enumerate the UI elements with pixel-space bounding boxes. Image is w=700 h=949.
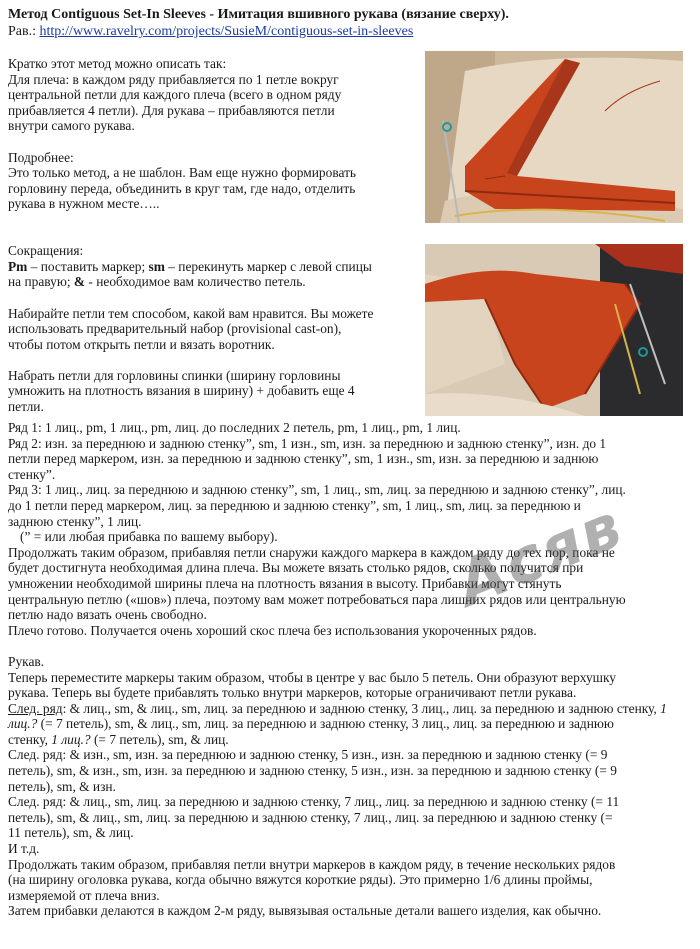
sleeve-row-text: стенку, xyxy=(8,731,52,747)
detail-line: рукава в нужном месте….. xyxy=(8,196,160,212)
brief-line: внутри самого рукава. xyxy=(8,118,135,134)
sleeve-intro-line: рукава. Теперь вы будете прибавлять только внутри маркеров, которые ограничивают петли рукава. xyxy=(8,685,577,701)
spacer xyxy=(8,212,416,228)
neck-line: петли. xyxy=(8,399,44,415)
sleeve-continue-line: измеряемой от плеча вниз. xyxy=(8,887,160,903)
shoulder-line: умножении необходимой ширины плеча на плотность вязания в высоту. Прибавки могут стянуть xyxy=(8,575,562,591)
sleeve-row-line: петель), sm, & лиц., sm, лиц. за переднюю и заднюю стенку, 7 лиц., лиц. за переднюю и заднюю стенку (= xyxy=(8,809,613,825)
wide-column xyxy=(8,420,692,919)
neck-line: Набрать петли для горловины спинки (ширину горловины xyxy=(8,367,341,383)
detail-line: Подробнее: xyxy=(8,149,74,165)
sleeve-continue-line: (на ширину оголовка рукава, когда обычно вяжутся короткие ряды). Это примерно 1/6 длины проймы, xyxy=(8,872,593,888)
shoulder-line: Плечо готово. Получается очень хороший скос плеча без использования укороченных рядов. xyxy=(8,622,537,638)
sleeve-continue-line: Затем прибавки делаются в каждом 2-м ряду, вывязывая остальные детали вашего изделия, как обычно. xyxy=(8,903,602,919)
sleeve-row-line xyxy=(8,716,692,732)
abbreviations-heading: Сокращения: xyxy=(8,243,84,259)
brief-line: центральной петли для каждого плеча (всего в одном ряду xyxy=(8,87,342,103)
abbreviation-line xyxy=(8,274,416,290)
spacer xyxy=(8,638,692,654)
spacer xyxy=(8,352,416,368)
sleeve-photo xyxy=(425,244,683,416)
abbr-pm: Pm xyxy=(8,258,28,274)
shoulder-photo xyxy=(425,51,683,223)
sleeve-continue-line: Продолжать таким образом, прибавляя петли внутри маркеров в каждом ряду, в течение нескольких рядов xyxy=(8,856,616,872)
brief-line: Кратко этот метод можно описать так: xyxy=(8,56,227,71)
sleeve-row-line: След. ряд: & изн., sm, изн. за переднюю и заднюю стенку, 5 изн., изн. за переднюю и заднюю стенку (= 9 xyxy=(8,747,608,763)
narrow-column xyxy=(8,56,416,415)
shoulder-line: будет достигнута необходимая длина плеча. Вы можете вязать столько рядов, сколько получится при xyxy=(8,560,584,576)
detail-line: горловину переда, объединить в круг там, где надо, отделить xyxy=(8,180,356,196)
row-line: петли перед маркером, изн. за переднюю и заднюю стенку”, sm, 1 изн., sm, изн. за переднюю и заднюю xyxy=(8,451,599,467)
row-line: заднюю стенку”, 1 лиц. xyxy=(8,513,142,529)
spacer xyxy=(8,134,416,150)
ravelry-link[interactable]: http://www.ravelry.com/projects/SusieM/contiguous-set-in-sleeves xyxy=(39,24,414,39)
neck-line: умножить на плотность вязания в ширину) + добавить еще 4 xyxy=(8,383,355,399)
row-line: Ряд 3: 1 лиц., лиц. за переднюю и заднюю стенку”, sm, 1 лиц., sm, лиц. за переднюю и заднюю стенку”, лиц. xyxy=(8,482,626,498)
watermark: Асяв xyxy=(446,488,634,621)
sleeve-row-line: петель), sm, & изн. xyxy=(8,778,116,794)
sleeve-intro-line: Теперь переместите маркеры таким образом, чтобы в центре у вас было 5 петель. Они образуют верхушку xyxy=(8,669,616,685)
abbr-text: – поставить маркер; xyxy=(27,258,149,274)
abbr-sm: sm xyxy=(148,258,165,274)
sleeve-row-italic: лиц.? xyxy=(8,716,38,732)
shoulder-line: Продолжать таким образом, прибавляя петли снаружи каждого маркера в каждом ряду до тех пор, пока не xyxy=(8,544,615,560)
spacer xyxy=(8,228,416,244)
abbr-text: на правую; xyxy=(8,274,74,290)
abbr-text: – перекинуть маркер с левой спицы xyxy=(164,258,372,274)
shoulder-line: петлю надо вязать очень свободно. xyxy=(8,607,207,623)
row-line: до 1 петли перед маркером, лиц. за переднюю и заднюю стенку”, sm, 1 лиц., sm, лиц. за переднюю и xyxy=(8,497,581,513)
sleeve-row-italic: 1 лиц.? xyxy=(51,731,91,747)
shoulder-line: центральную петлю («шов») плеча, поэтому вам может потребоваться пара лишних рядов или центральную xyxy=(8,591,626,607)
row-line: стенку”. xyxy=(8,466,56,482)
reference-label: Рав.: xyxy=(8,24,36,39)
abbreviation-line xyxy=(8,259,416,275)
cast-on-line: чтобы потом открыть петли и вязать воротник. xyxy=(8,336,275,352)
sleeve-heading: Рукав. xyxy=(8,653,45,669)
sleeve-row-line: След. ряд: & лиц., sm, лиц. за переднюю и заднюю стенку, 7 лиц., лиц. за переднюю и заднюю стенку (= 11 xyxy=(8,794,620,810)
sleeve-row-text: (= 7 петель), sm, & лиц. xyxy=(90,731,229,747)
sleeve-row-italic: 1 xyxy=(660,700,667,716)
sleeve-row-line: петель), sm, & изн., sm, изн. за переднюю и заднюю стенку, 5 изн., изн. за переднюю и заднюю стенку (= 9 xyxy=(8,763,617,779)
brief-line: Для плеча: в каждом ряду прибавляется по 1 петле вокруг xyxy=(8,71,339,87)
cast-on-line: использовать предварительный набор (provisional cast-on), xyxy=(8,321,342,337)
sleeve-row-text: (= 7 петель), sm, & лиц., sm, лиц. за переднюю и заднюю стенку, 3 лиц., лиц. за переднюю и заднюю xyxy=(37,716,614,732)
sleeve-row-line: 11 петель), sm, & лиц. xyxy=(8,825,134,841)
abbr-text: - необходимое вам количество петель. xyxy=(85,274,306,290)
sleeve-row-line xyxy=(8,701,692,717)
shoulder-photo-image xyxy=(425,51,683,223)
row-line: Ряд 1: 1 лиц., pm, 1 лиц., pm, лиц. до последних 2 петель, pm, 1 лиц., pm, 1 лиц. xyxy=(8,420,461,435)
row-note: (” = или любая прибавка по вашему выбору). xyxy=(20,529,278,545)
etc-line: И т.д. xyxy=(8,841,40,857)
cast-on-line: Набирайте петли тем способом, какой вам нравится. Вы можете xyxy=(8,305,374,321)
sleeve-photo-image xyxy=(425,244,683,416)
abbr-amp: & xyxy=(73,274,86,290)
brief-line: прибавляется 4 петли). Для рукава – прибавляются петли xyxy=(8,102,335,118)
detail-line: Это только метод, а не шаблон. Вам еще нужно формировать xyxy=(8,165,357,181)
row-line: Ряд 2: изн. за переднюю и заднюю стенку”, sm, 1 изн., sm, изн. за переднюю и заднюю стенку”, изн. до 1 xyxy=(8,435,607,451)
next-row-label: След. ряд xyxy=(8,700,63,716)
reference-line xyxy=(8,23,688,40)
spacer xyxy=(8,290,416,306)
sleeve-row-line xyxy=(8,732,692,748)
page-title: Метод Contiguous Set-In Sleeves - Имитация вшивного рукава (вязание сверху). xyxy=(8,7,509,22)
sleeve-row-text: : & лиц., sm, & лиц., sm, лиц. за переднюю и заднюю стенку, 3 лиц., лиц. за переднюю и заднюю стенку, xyxy=(62,700,661,716)
